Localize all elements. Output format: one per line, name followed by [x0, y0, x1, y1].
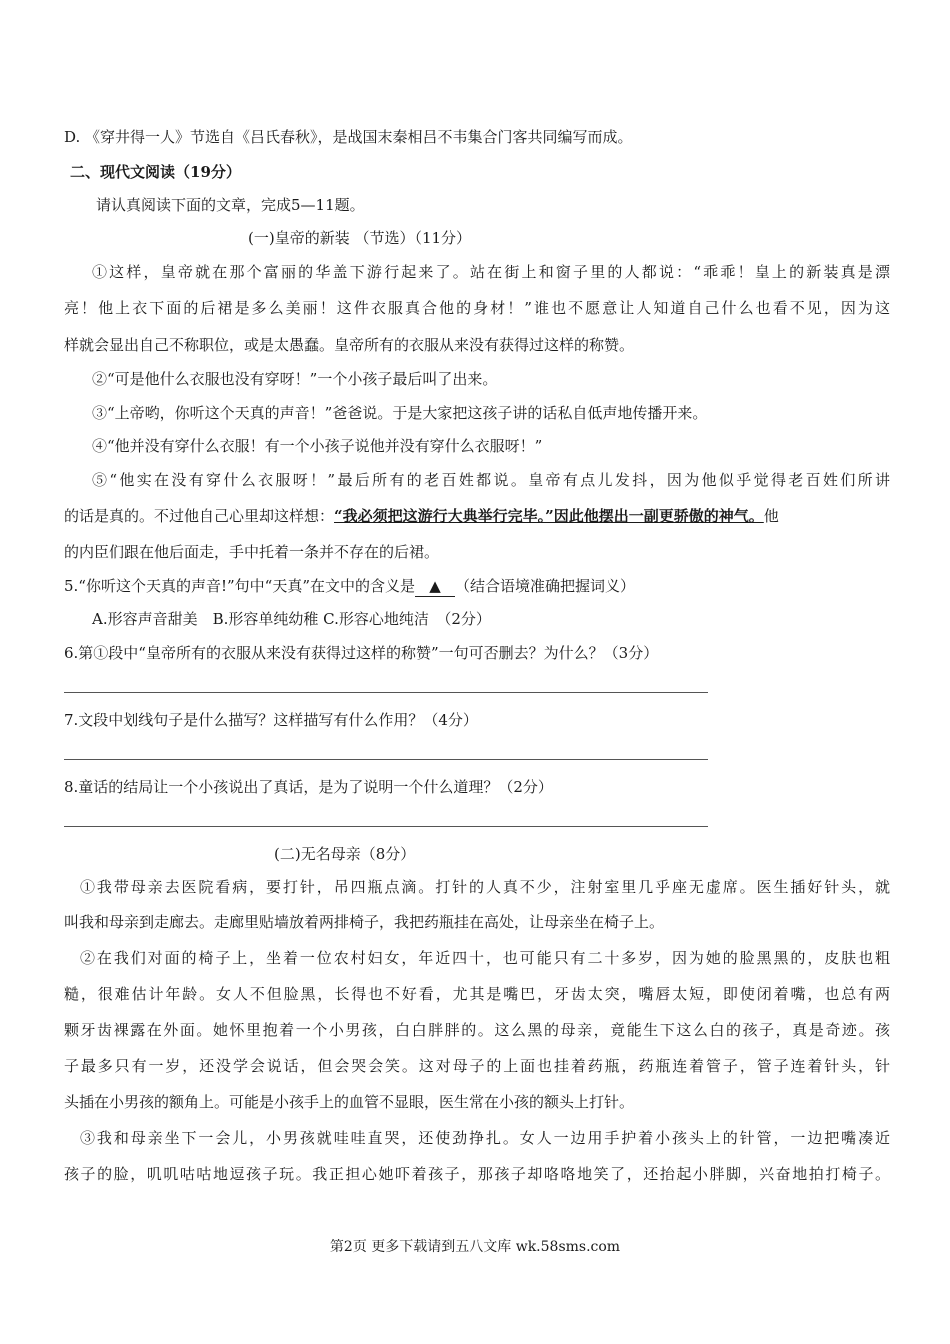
- q5-options: A.形容声音甜美 B.形容单纯幼稚 C.形容心地纯洁 （2分）: [92, 610, 491, 628]
- q7-answer-line[interactable]: [64, 759, 708, 760]
- question-5: [64, 576, 890, 597]
- q8-answer-line[interactable]: [64, 826, 708, 827]
- article2-p2-line1: ②在我们对面的椅子上，坐着一位农村妇女，年近四十，也可能只有二十多岁，因为她的脸黑黑的，皮肤也粗: [80, 949, 890, 967]
- article1-p1-line1: ①这样，皇帝就在那个富丽的华盖下游行起来了。站在街上和窗子里的人都说：“乖乖！皇上的新装真是漂: [92, 263, 890, 281]
- article2-p2-line5: 头插在小男孩的额角上。可能是小孩手上的血管不显眼，医生常在小孩的额头上打针。: [64, 1093, 635, 1111]
- option-d-text: D. 《穿井得一人》节选自《吕氏春秋》，是战国末秦相吕不韦集合门客共同编写而成。: [64, 128, 633, 146]
- q5-hint: （结合语境准确把握词义）: [455, 577, 636, 595]
- article2-p3-line2: 孩子的脸，叽叽咕咕地逗孩子玩。我正担心她吓着孩子，那孩子却咯咯地笑了，还抬起小胖脚，兴奋地拍打椅子。: [64, 1165, 890, 1183]
- article2-p1-line2: 叫我和母亲到走廊去。走廊里贴墙放着两排椅子，我把药瓶挂在高处，让母亲坐在椅子上。: [64, 913, 665, 931]
- article1-p5-line1: ⑤“他实在没有穿什么衣服呀！”最后所有的老百姓都说。皇帝有点儿发抖，因为他似乎觉得老百姓们所讲: [92, 471, 890, 489]
- article2-p1-line1: ①我带母亲去医院看病，要打针，吊四瓶点滴。打针的人真不少，注射室里几乎座无虚席。医生插好针头，就: [80, 878, 890, 896]
- article2-p2-line3: 颗牙齿裸露在外面。她怀里抱着一个小男孩，白白胖胖的。这么黑的母亲，竟能生下这么白的孩子，真是奇迹。孩: [64, 1021, 890, 1039]
- article1-p5-line3: 的内臣们跟在他后面走，手中托着一条并不存在的后裙。: [64, 543, 440, 561]
- article2-p3-line1: ③我和母亲坐下一会儿，小男孩就哇哇直哭，还使劲挣扎。女人一边用手护着小孩头上的针管，一边把嘴凑近: [80, 1129, 890, 1147]
- article1-p3: ③“上帝哟，你听这个天真的声音！”爸爸说。于是大家把这孩子讲的话私自低声地传播开来。: [92, 404, 708, 422]
- q5-stem: 5.“你听这个天真的声音!”句中“天真”在文中的含义是: [64, 577, 416, 595]
- section-heading: 二、现代文阅读（19分）: [70, 163, 241, 181]
- section-instruction: 请认真阅读下面的文章，完成5—11题。: [96, 196, 365, 214]
- article1-p4: ④“他并没有穿什么衣服！有一个小孩子说他并没有穿什么衣服呀！”: [92, 437, 543, 455]
- underlined-sentence: “我必须把这游行大典举行完毕。”因此他摆出一副更骄傲的神气。: [334, 507, 764, 525]
- p5-line2-lead: 的话是真的。不过他自己心里却这样想：: [64, 507, 335, 525]
- article1-p2: ②“可是他什么衣服也没有穿呀！”一个小孩子最后叫了出来。: [92, 370, 498, 388]
- question-8: 8.童话的结局让一个小孩说出了真话，是为了说明一个什么道理？（2分）: [64, 778, 553, 796]
- question-7: 7.文段中划线句子是什么描写？这样描写有什么作用？（4分）: [64, 711, 478, 729]
- article1-title: (一)皇帝的新装 （节选）（11分）: [248, 229, 472, 247]
- article1-p1-line3: 样就会显出自己不称职位，或是太愚蠢。皇帝所有的衣服从来没有获得过这样的称赞。: [64, 336, 635, 354]
- q6-answer-line[interactable]: [64, 692, 708, 693]
- article2-p2-line4: 子最多只有一岁，还没学会说话，但会哭会笑。这对母子的上面也挂着药瓶，药瓶连着管子，管子连着针头，针: [64, 1057, 890, 1075]
- article2-p2-line2: 糙，很难估计年龄。女人不但脸黑，长得也不好看，尤其是嘴巴，牙齿太突，嘴唇太短，即使闭着嘴，也总有两: [64, 985, 890, 1003]
- article1-p5-line2: [64, 506, 890, 526]
- question-6: 6.第①段中“皇帝所有的衣服从来没有获得过这样的称赞”一句可否删去？为什么？（3分）: [64, 644, 659, 662]
- p5-line2-tail: 他: [763, 507, 779, 525]
- page-footer: 第2页 更多下载请到五八文库 wk.58sms.com: [329, 1239, 621, 1255]
- article2-title: (二)无名母亲（8分）: [274, 845, 416, 863]
- q5-answer-blank[interactable]: ▲: [415, 576, 455, 597]
- article1-p1-line2: 亮！他上衣下面的后裙是多么美丽！这件衣服真合他的身材！”谁也不愿意让人知道自己什么也看不见，因为这: [64, 299, 890, 317]
